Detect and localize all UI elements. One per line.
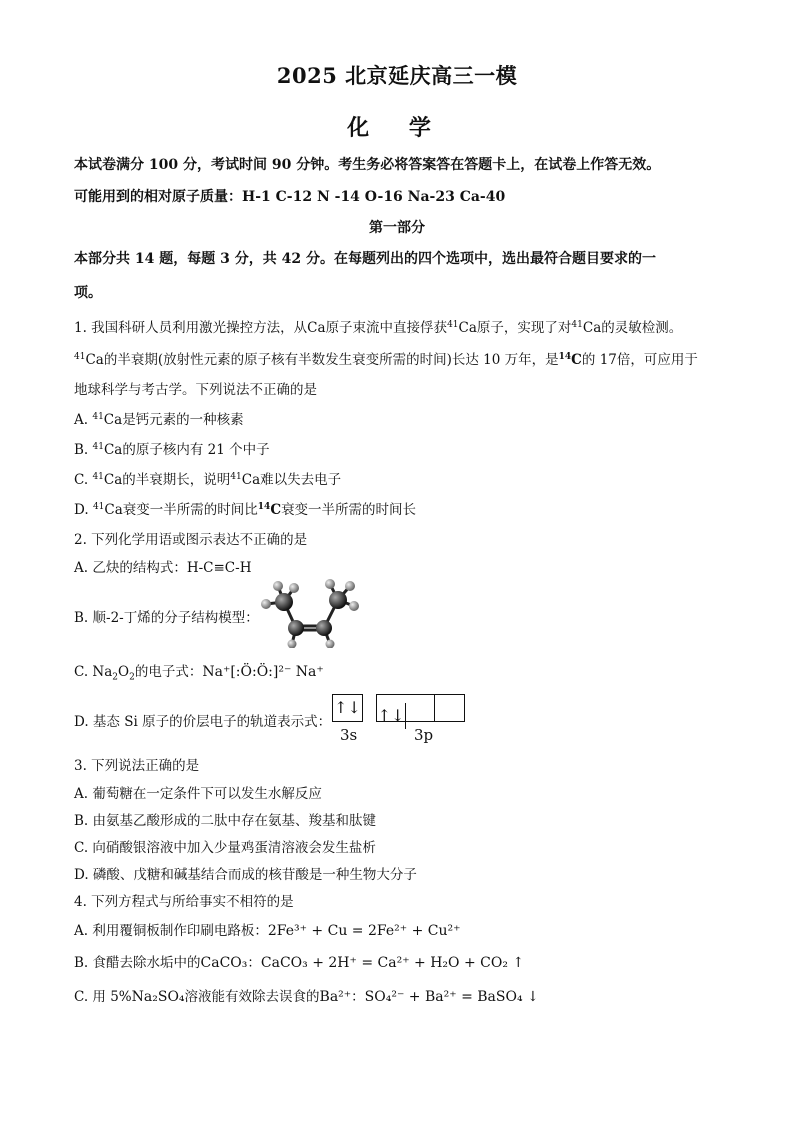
orbital-3s-box [332,694,363,722]
hydrogen-atom [345,581,355,591]
orbital-3p-3-empty [435,695,464,721]
hydrogen-atom [326,640,335,649]
orbital-3p-2-empty [406,695,435,721]
carbon-atom [288,620,304,636]
hydrogen-atom [288,640,297,649]
q3-option-a: A. 葡萄糖在一定条件下可以发生水解反应 [74,786,322,802]
q3-option-c: C. 向硝酸银溶液中加入少量鸡蛋清溶液会发生盐析 [74,840,376,856]
orbital-label-3p: 3p [414,726,434,744]
hydrogen-atom [261,599,271,609]
q4-option-c: C. 用 5%Na₂SO₄溶液能有效除去误食的Ba²⁺：SO₄²⁻ + Ba²⁺ = BaSO₄ ↓ [74,989,539,1005]
q2-stem: 2. 下列化学用语或图示表达不正确的是 [74,532,308,548]
q3-option-b: B. 由氨基乙酸形成的二肽中存在氨基、羧基和肽键 [74,813,377,829]
q4-stem: 4. 下列方程式与所给事实不相符的是 [74,894,294,910]
q4-b-equation: CaCO₃ + 2H⁺ = Ca²⁺ + H₂O + CO₂ ↑ [260,955,525,971]
hydrogen-atom [325,579,335,589]
orbital-3p-1-electrons: ↑↓ [377,703,406,729]
carbon-atom [329,591,347,609]
part1-heading: 第一部分 [369,220,425,236]
hydrogen-atom [273,581,283,591]
q1-stem-line-3: 地球科学与考古学。下列说法不正确的是 [74,382,317,398]
hydrogen-atom [289,583,299,593]
q2-option-b: B. 顺-2-丁烯的分子结构模型： [74,610,259,626]
carbon-atom [316,620,332,636]
q1-option-c: C. $^{41}$Ca的半衰期长，说明$^{41}$Ca难以失去电子 [74,472,342,488]
carbon-atom [275,593,293,611]
q3-stem: 3. 下列说法正确的是 [74,758,200,774]
q1-stem-line-1: 1. 我国科研人员利用激光操控方法，从Ca原子束流中直接俘获$^{41}$Ca原子，实现了对$^{41}$Ca的灵敏检测。 [74,320,683,336]
part1-instruction-2: 项。 [74,285,102,301]
orbital-label-3s: 3s [340,726,358,744]
q1-option-d: D. $^{41}$Ca衰变一半所需的时间比$^{14}$C衰变一半所需的时间长 [74,502,417,518]
q2-option-a: A. 乙炔的结构式：H-C≡C-H [74,560,252,576]
intro-line-1: 本试卷满分 100 分，考试时间 90 分钟。考生务必将答案答在答题卡上，在试卷上作答无效。 [74,157,661,173]
orbital-3s-electrons: ↑↓ [334,698,361,717]
part1-instruction-1: 本部分共 14 题，每题 3 分，共 42 分。在每题列出的四个选项中，选出最符合题目要求的一 [74,251,656,267]
cis-2-butene-model [256,578,362,648]
orbital-3p-box [376,694,465,725]
subject-title: 化 学 [347,115,447,141]
intro-line-2: 可能用到的相对原子质量：H-1 C-12 N -14 O-16 Na-23 Ca-40 [74,189,506,205]
q1-stem-line-2: $^{41}$Ca的半衰期(放射性元素的原子核有半数发生衰变所需的时间)长达 10 万年，是$^{14}$C的 17倍，可应用于 [74,352,698,368]
na2o2-electron-formula: Na⁺[:Ö:Ö:]²⁻ Na⁺ [202,664,324,680]
q1-option-a: A. $^{41}$Ca是钙元素的一种核素 [74,412,244,428]
q2-option-d: D. 基态 Si 原子的价层电子的轨道表示式： [74,714,332,730]
exam-title: 2025 北京延庆高三一模 [276,63,518,88]
hydrogen-atom [349,601,359,611]
q3-option-d: D. 磷酸、戊糖和碱基结合而成的核苷酸是一种生物大分子 [74,867,417,883]
q4-a-equation: 2Fe³⁺ + Cu = 2Fe²⁺ + Cu²⁺ [267,923,461,939]
q4-option-b: B. 食醋去除水垢中的CaCO₃：CaCO₃ + 2H⁺ = Ca²⁺ + H₂O + CO₂ ↑ [74,955,525,971]
q1-option-b: B. $^{41}$Ca的原子核内有 21 个中子 [74,442,270,458]
q2-option-c: C. $Na_2O_2$的电子式：Na⁺[:Ö:Ö:]²⁻ Na⁺ [74,664,324,683]
q4-c-equation: SO₄²⁻ + Ba²⁺ = BaSO₄ ↓ [364,989,539,1005]
q4-option-a: A. 利用覆铜板制作印刷电路板：2Fe³⁺ + Cu = 2Fe²⁺ + Cu²⁺ [74,923,461,939]
